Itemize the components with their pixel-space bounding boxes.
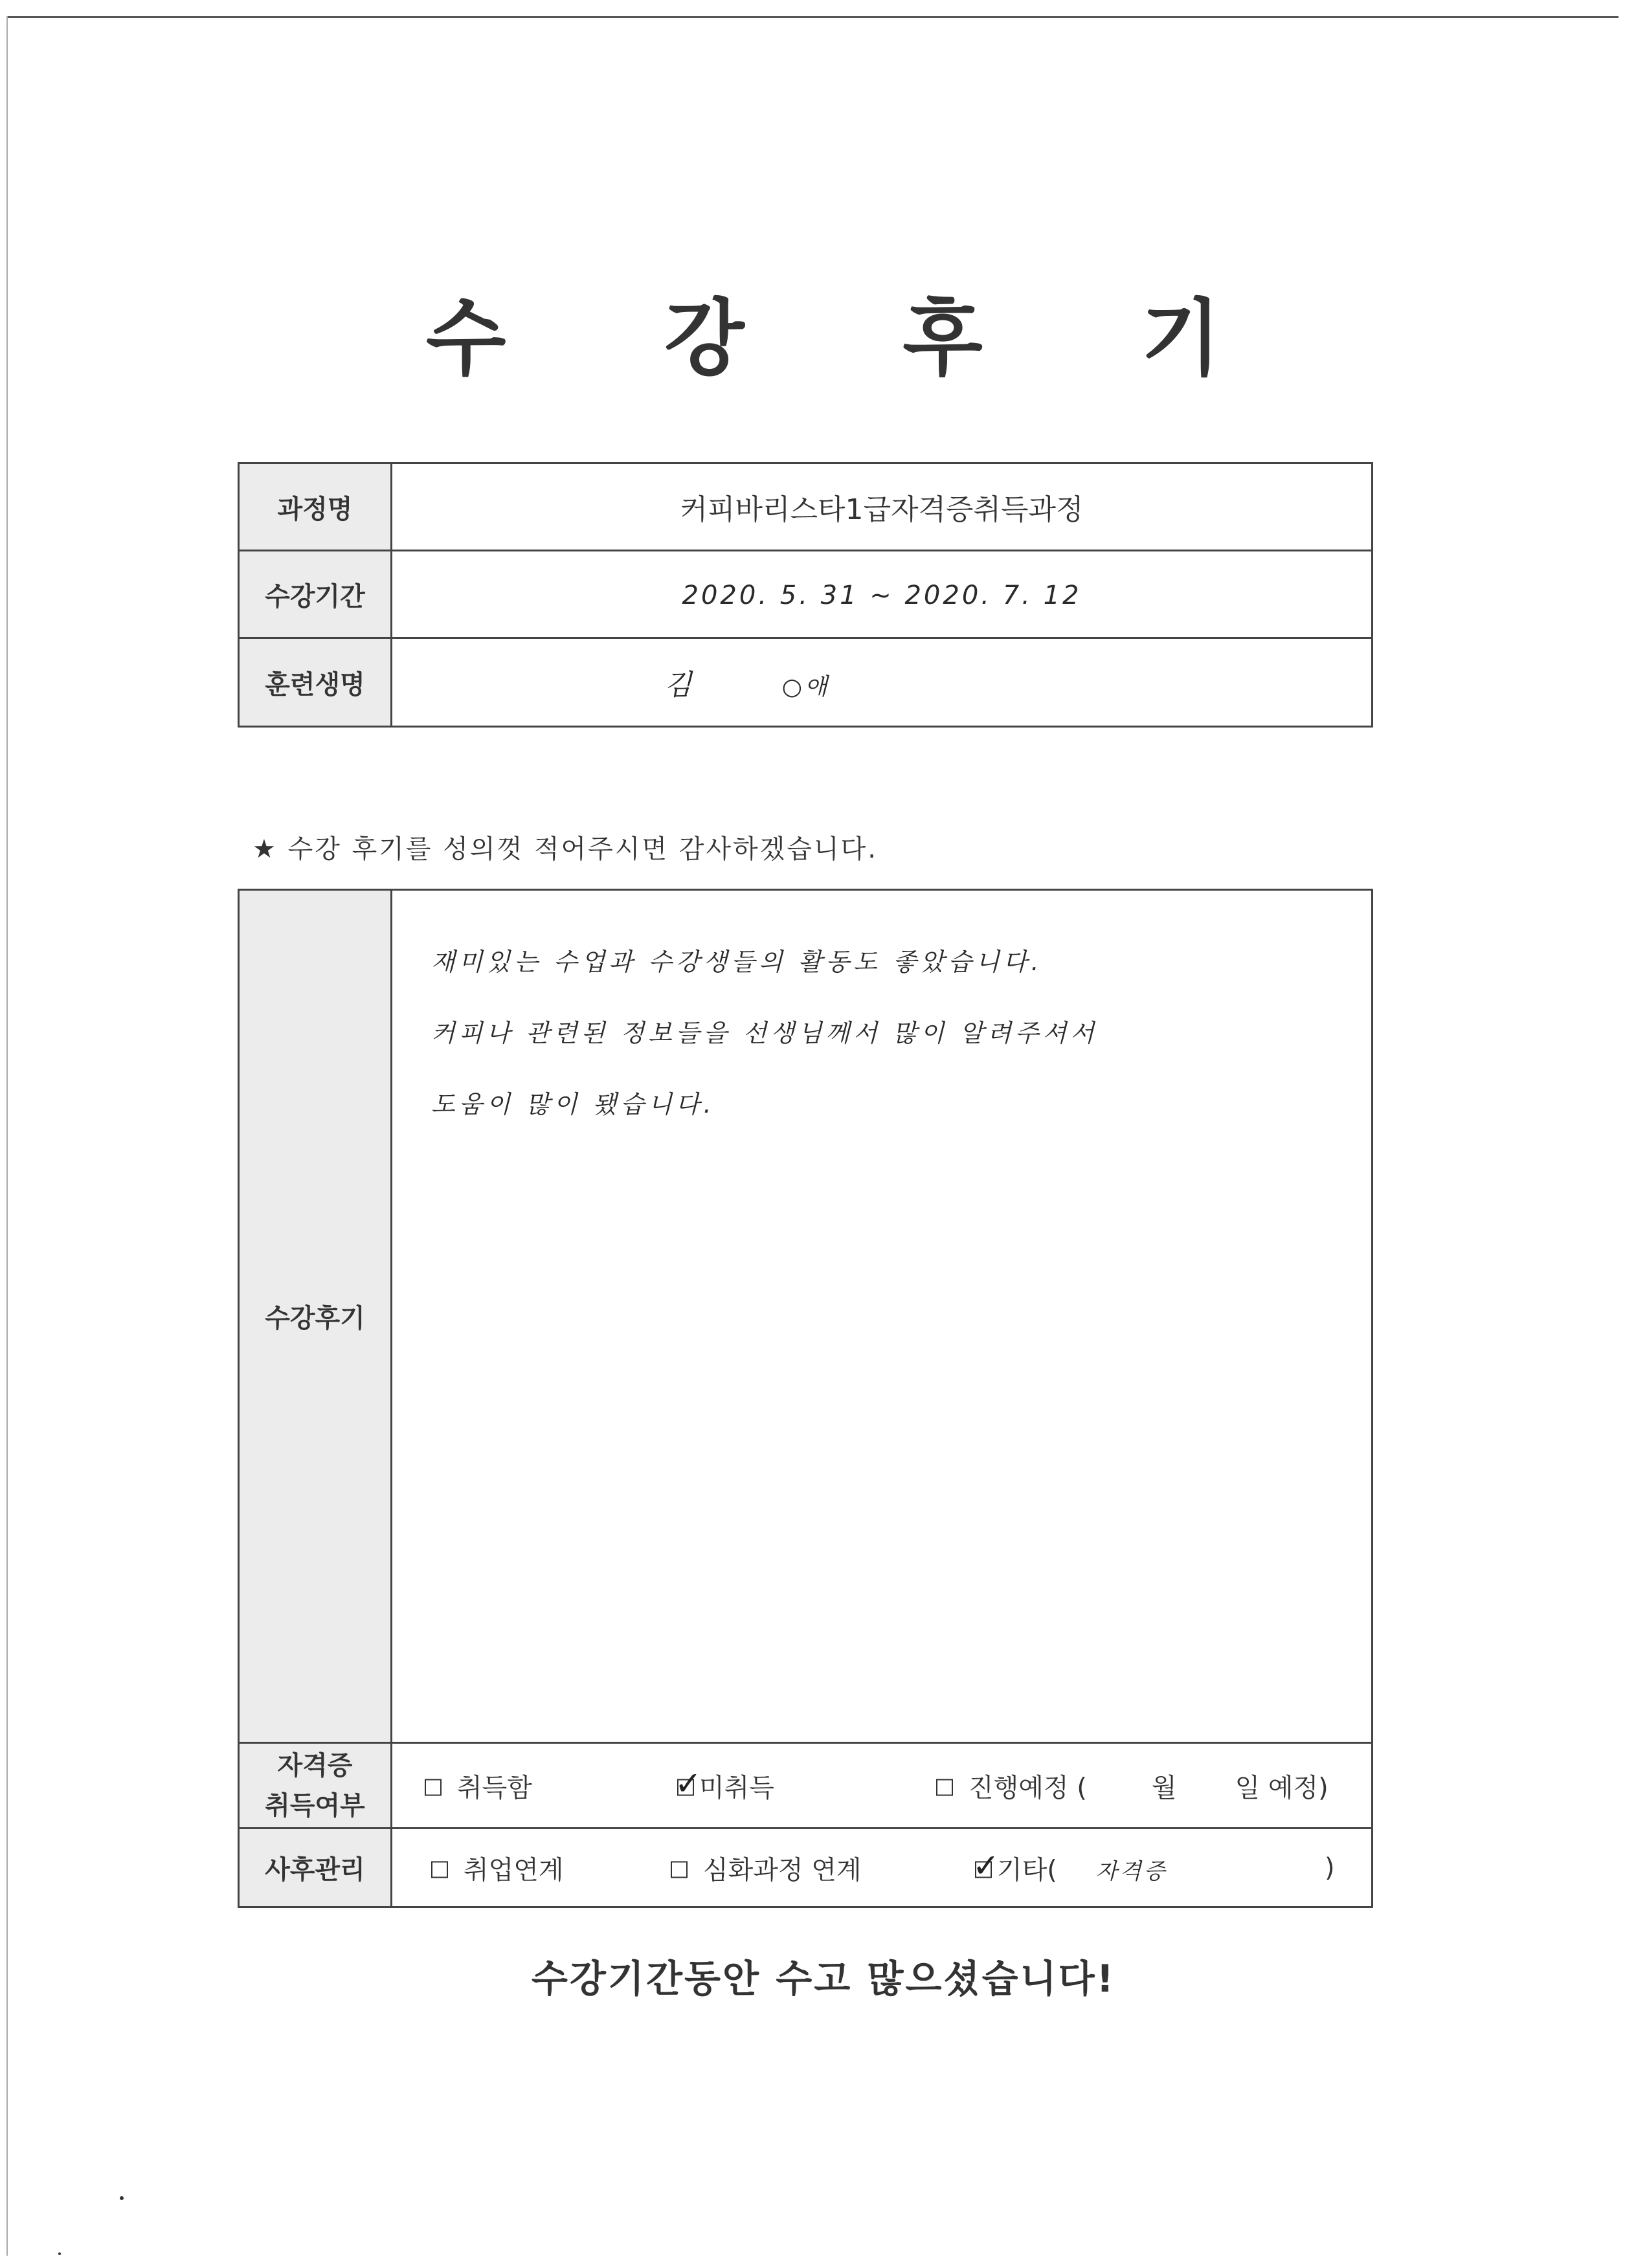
checkbox-other[interactable]: [972, 1847, 1000, 1884]
check-mark-icon: ✓: [972, 1847, 1000, 1884]
closing-message: 수강기간동안 수고 많으셨습니다!: [531, 1957, 1116, 2001]
option-acquired[interactable]: [425, 1767, 532, 1804]
option-other-label: 기타(: [997, 1855, 1057, 1885]
option-job-link-label: 취업연계: [464, 1855, 564, 1885]
certificate-label-line2: 취득여부: [265, 1790, 365, 1821]
scan-top-edge: [6, 16, 1619, 18]
review-row: [239, 890, 1372, 1743]
review-line-3: 도움이 많이 됐습니다.: [431, 1090, 715, 1118]
document-title: 수 강 후 기: [425, 291, 1286, 387]
option-other[interactable]: [972, 1847, 1168, 1886]
option-scheduled-label: 진행예정 (: [969, 1773, 1087, 1803]
period-row: [239, 551, 1372, 638]
period-label: 수강기간: [239, 551, 392, 638]
certificate-label: [239, 1743, 392, 1829]
check-mark-icon: ✓: [675, 1764, 702, 1802]
checkbox-job-link[interactable]: [431, 1861, 448, 1878]
review-text-cell: [392, 890, 1372, 1743]
review-line-1: 재미있는 수업과 수강생들의 활동도 좋았습니다.: [431, 948, 1043, 976]
certificate-row: [239, 1743, 1372, 1829]
followup-row: [239, 1829, 1372, 1907]
scan-speck: [120, 2196, 124, 2200]
option-acquired-label: 취득함: [457, 1773, 532, 1803]
option-not-acquired-label: 미취득: [699, 1773, 774, 1803]
option-not-acquired[interactable]: [675, 1764, 774, 1804]
scheduled-day-label: 일 예정): [1235, 1773, 1328, 1803]
period-value: 2020. 5. 31 ~ 2020. 7. 12: [682, 580, 1082, 610]
period-value-cell: [392, 551, 1372, 638]
review-label: 수강후기: [239, 890, 392, 1743]
option-other-value: 자격증: [1095, 1858, 1168, 1884]
course-row: [239, 463, 1372, 551]
course-value: 커피바리스타1급자격증취득과정: [392, 463, 1372, 551]
certificate-label-line1: 자격증: [277, 1750, 353, 1781]
option-job-link[interactable]: [431, 1849, 564, 1886]
trainee-row: [239, 638, 1372, 727]
checkbox-acquired[interactable]: [425, 1779, 442, 1796]
scan-speck: [58, 2252, 61, 2255]
trainee-label: 훈련생명: [239, 638, 392, 727]
checkbox-advanced-course[interactable]: [671, 1861, 688, 1878]
checkbox-scheduled[interactable]: [936, 1779, 953, 1796]
review-line-2: 커피나 관련된 정보들을 선생님께서 많이 알려주셔서: [431, 1019, 1098, 1047]
followup-options-cell: [392, 1829, 1372, 1907]
followup-label: 사후관리: [239, 1829, 392, 1907]
trainee-given-name: ○애: [781, 674, 830, 700]
trainee-surname: 김: [664, 669, 695, 702]
info-table: [238, 462, 1373, 728]
notice-text: ★ 수강 후기를 성의껏 적어주시면 감사하겠습니다.: [252, 834, 878, 864]
trainee-value-cell: [392, 638, 1372, 727]
checkbox-not-acquired[interactable]: [675, 1764, 702, 1802]
course-label: 과정명: [239, 463, 392, 551]
option-scheduled[interactable]: [936, 1767, 1328, 1804]
scheduled-month-label: 월: [1151, 1773, 1177, 1803]
option-other-close: ): [1325, 1852, 1335, 1883]
option-advanced-course[interactable]: [671, 1849, 862, 1886]
review-table: [238, 889, 1373, 1908]
option-advanced-course-label: 심화과정 연계: [703, 1855, 862, 1885]
certificate-options-cell: [392, 1743, 1372, 1829]
